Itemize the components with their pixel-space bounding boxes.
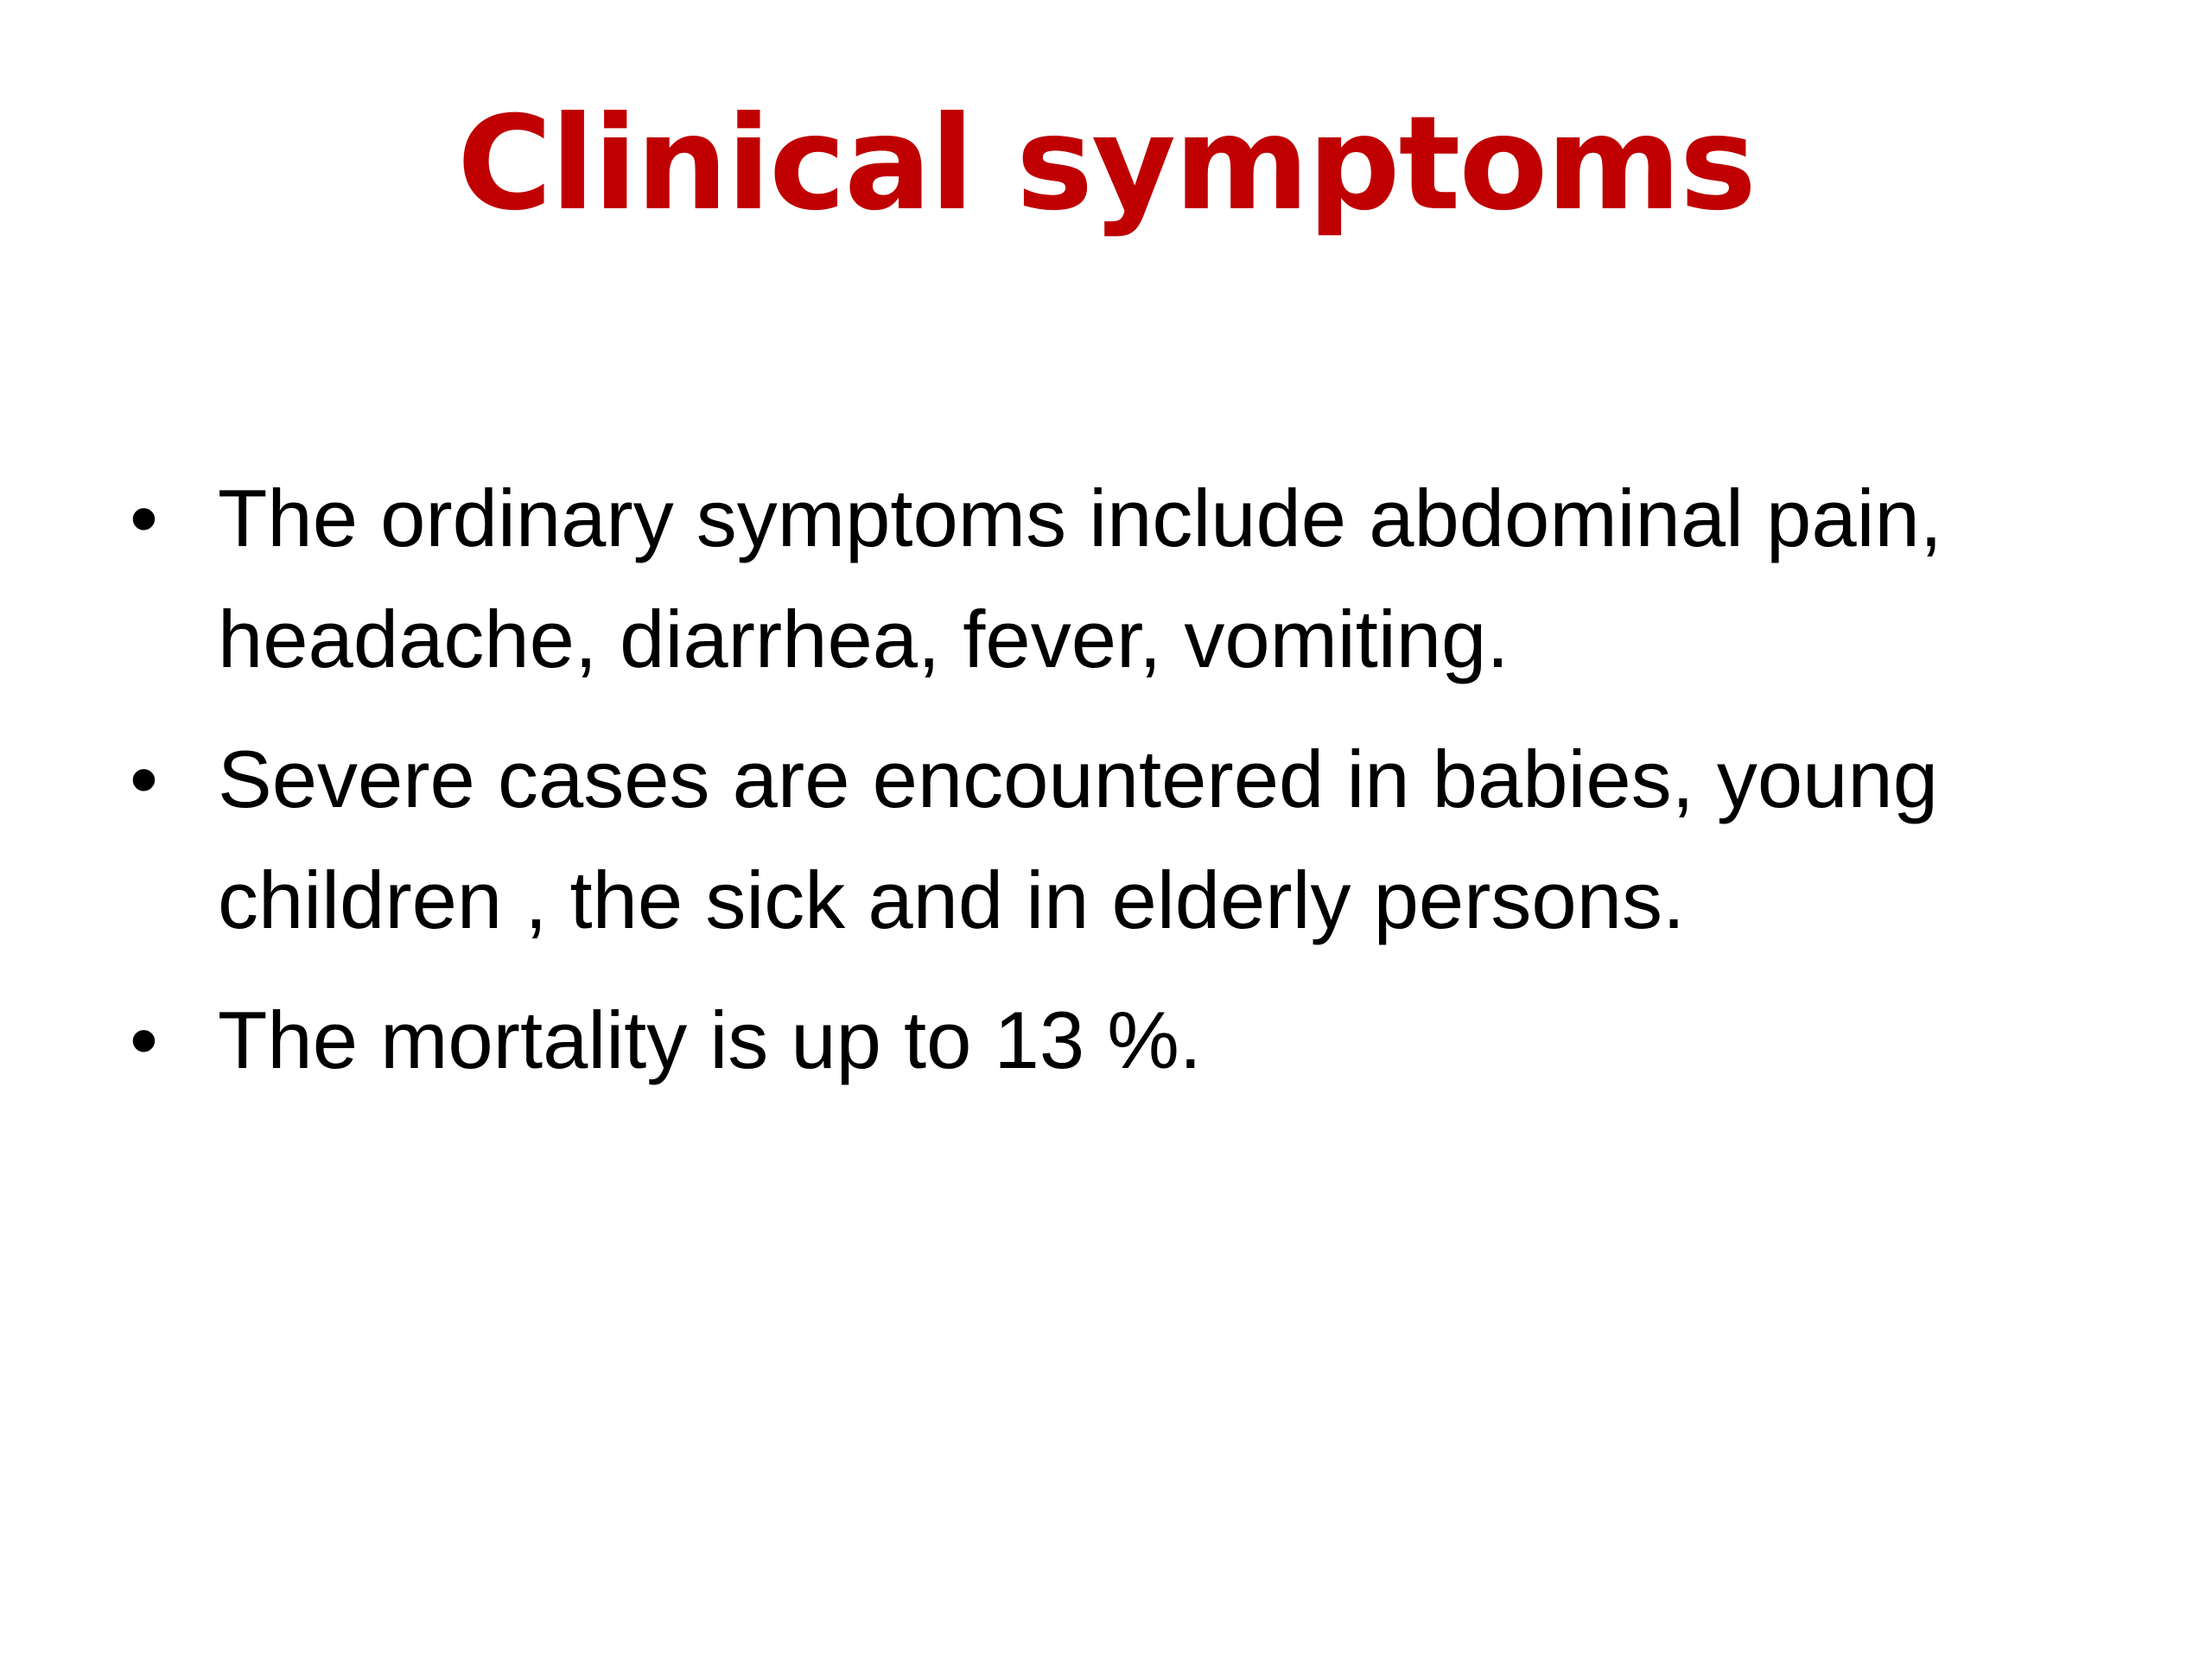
bullet-text: Severe cases are encountered in babies, young children , the sick and in elderly persons. [218,734,1938,945]
bullet-text: The mortality is up to 13 %. [218,995,1202,1085]
bullet-item-2 [130,719,2134,961]
bullet-item-1 [130,458,2134,700]
bullet-dot-icon: • [130,995,158,1085]
bullet-list [130,458,2134,1120]
bullet-item-3 [130,980,2134,1101]
bullet-dot-icon: • [130,734,158,824]
slide-title: Clinical symptoms [457,89,1755,239]
bullet-text: The ordinary symptoms include abdominal pain, headache, diarrhea, fever, vomiting. [218,473,1942,684]
bullet-dot-icon: • [130,473,158,563]
